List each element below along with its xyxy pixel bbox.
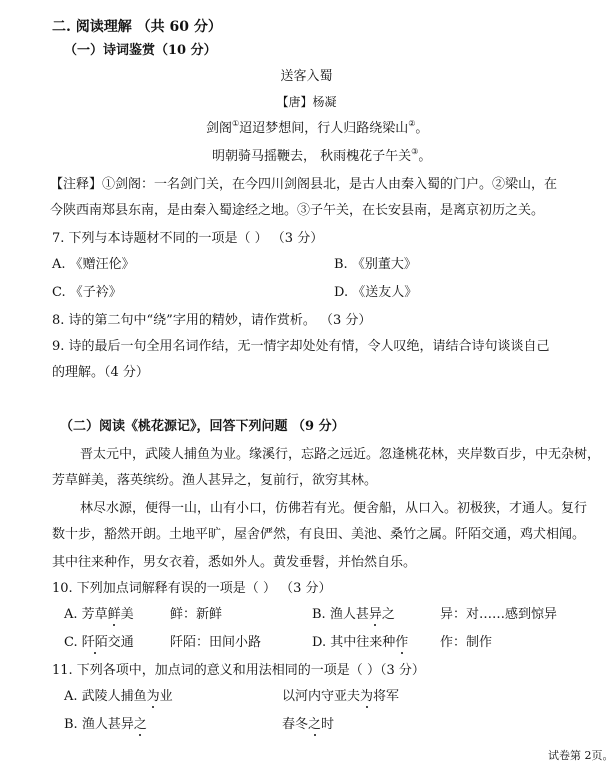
- q7-option-c: C. 《子衿》: [52, 285, 122, 300]
- passage-line-2: 芳草鲜美，落英缤纷。渔人甚异之，复前行，欲穷其林。: [52, 473, 378, 488]
- q7-option-b: B. 《别董大》: [334, 257, 417, 272]
- q10-option-a: A. 芳草鲜美: [64, 607, 134, 622]
- note-mark: ①: [232, 119, 240, 128]
- passage-line-1: 晋太元中，武陵人捕鱼为业。缘溪行，忘路之远近。忽逢桃花林，夹岸数百步，中无杂树，: [80, 447, 601, 462]
- note-mark: ③: [411, 147, 419, 156]
- passage-line-3: 林尽水源，便得一山，山有小口，仿佛若有光。便舍船，从口入。初极狭，才通人。复行: [80, 501, 588, 516]
- part2-heading: （二）阅读《桃花源记》，回答下列问题 （9 分）: [60, 419, 345, 434]
- q10-option-d: D. 其中往来种作: [312, 635, 409, 650]
- part1-heading: （一）诗词鉴赏（10 分）: [64, 43, 217, 58]
- poem-line-1: 剑阁①迢迢梦想间，行人归路绕梁山②。: [206, 119, 429, 136]
- question-11: 11. 下列各项中，加点词的意义和用法相同的一项是（ ）（3 分）: [52, 663, 425, 678]
- q10-option-a-explanation: 鲜：新鲜: [170, 607, 223, 622]
- q11-option-b-right: 春冬之时: [282, 717, 335, 732]
- q10-option-d-explanation: 作：制作: [440, 635, 493, 650]
- poem-author: 【唐】杨凝: [276, 95, 337, 109]
- q11-option-a-right: 以河内守亚夫为将军: [282, 689, 400, 704]
- q7-option-a: A. 《赠汪伦》: [52, 257, 135, 272]
- question-7: 7. 下列与本诗题材不同的一项是（ ） （3 分）: [52, 231, 324, 246]
- q10-option-b-explanation: 异：对……感到惊异: [440, 607, 558, 622]
- q10-option-b: B. 渔人甚异之: [312, 607, 395, 622]
- question-10: 10. 下列加点词解释有误的一项是（ ） （3 分）: [52, 581, 332, 596]
- notes-line-2: 今陕西南郑县东南，是由秦入蜀途经之地。③子午关，在长安县南，是离京初历之关。: [50, 203, 545, 218]
- q11-option-a-left: A. 武陵人捕鱼为业: [64, 689, 173, 704]
- question-9-line-1: 9. 诗的最后一句全用名词作结，无一情字却处处有情，令人叹绝，请结合诗句谈谈自己: [52, 339, 550, 354]
- q7-option-d: D. 《送友人》: [334, 285, 418, 300]
- note-mark: ②: [408, 119, 416, 128]
- q10-option-c-explanation: 阡陌：田间小路: [170, 635, 262, 650]
- q11-option-b-left: B. 渔人甚异之: [64, 717, 147, 732]
- passage-line-4: 数十步，豁然开朗。土地平旷，屋舍俨然，有良田、美池、桑竹之属。阡陌交通，鸡犬相闻。: [52, 527, 586, 542]
- question-8: 8. 诗的第二句中“绕”字用的精妙，请作赏析。 （3 分）: [52, 313, 372, 328]
- passage-line-5: 其中往来种作，男女衣着，悉如外人。黄发垂髫，并怡然自乐。: [52, 555, 417, 570]
- q10-option-c: C. 阡陌交通: [64, 635, 134, 650]
- section-title: 二. 阅读理解 （共 60 分）: [52, 19, 222, 35]
- poem-title: 送客入蜀: [280, 69, 333, 84]
- poem-line-2: 明朝骑马摇鞭去， 秋雨槐花子午关③。: [212, 147, 432, 164]
- page-footer: 试卷第 2页。: [548, 749, 613, 762]
- notes-line-1: 【注释】①剑阁：一名剑门关，在今四川剑阁县北，是古人由秦入蜀的门户。②梁山，在: [50, 177, 558, 192]
- question-9-line-2: 的理解。（4 分）: [52, 365, 149, 380]
